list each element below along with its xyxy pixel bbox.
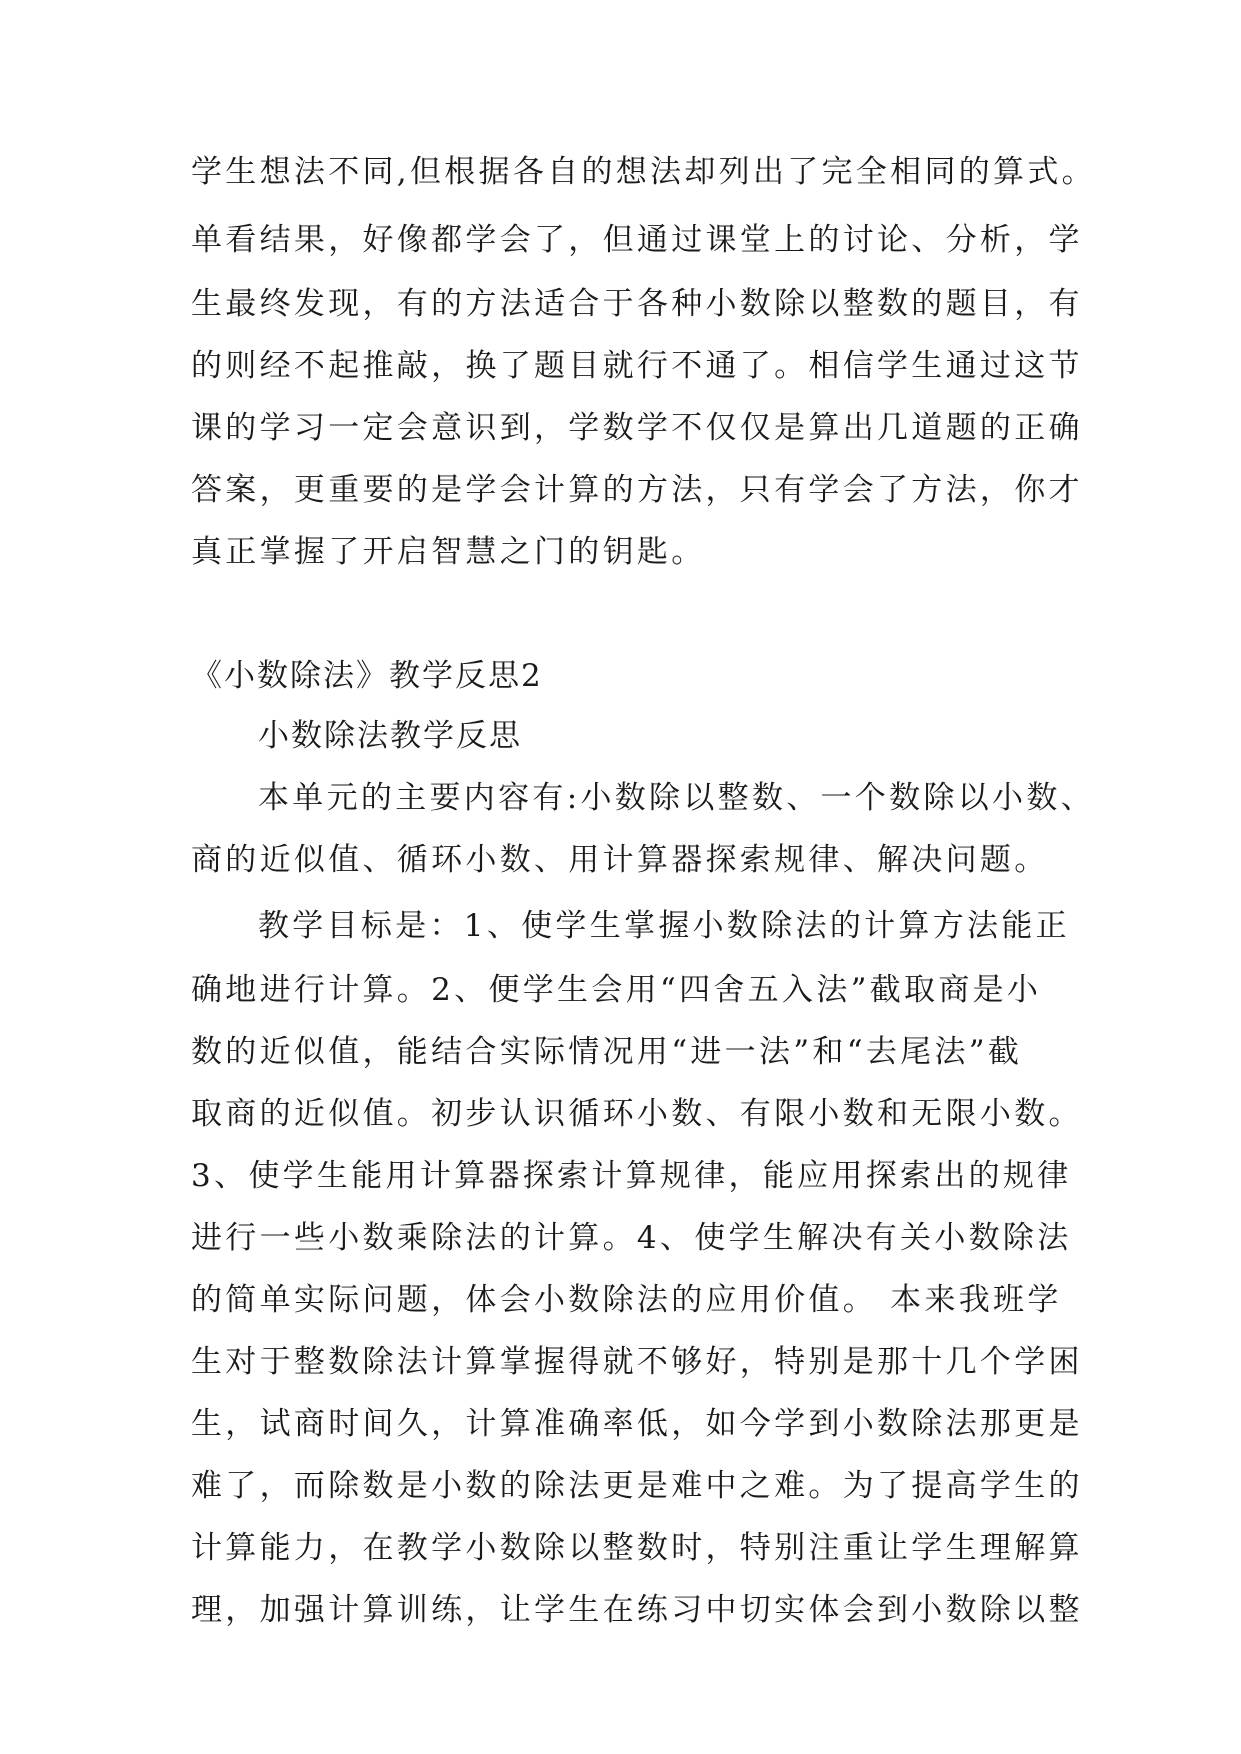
paragraph-3-line-7: 的简单实际问题，体会小数除法的应用价值。 本来我班学 (191, 1282, 1062, 1318)
section-title: 《小数除法》教学反思2 (191, 658, 543, 694)
paragraph-1-line-1: 学生想法不同,但根据各自的想法却列出了完全相同的算式。 (191, 154, 1096, 190)
paragraph-3-line-2: 确地进行计算。2、便学生会用“四舍五入法”截取商是小 (191, 972, 1042, 1008)
paragraph-3-line-5: 3、使学生能用计算器探索计算规律，能应用探索出的规律 (191, 1158, 1072, 1194)
paragraph-1-line-4: 的则经不起推敲，换了题目就行不通了。相信学生通过这节 (191, 348, 1083, 384)
paragraph-1-line-7: 真正掌握了开启智慧之门的钥匙。 (191, 534, 706, 570)
paragraph-1-line-6: 答案，更重要的是学会计算的方法，只有学会了方法，你才 (191, 472, 1083, 508)
paragraph-3-line-10: 难了，而除数是小数的除法更是难中之难。为了提高学生的 (191, 1468, 1083, 1504)
paragraph-3-line-3: 数的近似值，能结合实际情况用“进一法”和“去尾法”截 (191, 1034, 1023, 1070)
paragraph-3-line-11: 计算能力，在教学小数除以整数时，特别注重让学生理解算 (191, 1530, 1083, 1566)
subtitle: 小数除法教学反思 (258, 718, 522, 754)
paragraph-2-line-2: 商的近似值、循环小数、用计算器探索规律、解决问题。 (191, 842, 1049, 878)
paragraph-3-line-12: 理，加强计算训练，让学生在练习中切实体会到小数除以整 (191, 1592, 1083, 1628)
paragraph-1-line-3: 生最终发现，有的方法适合于各种小数除以整数的题目，有 (191, 286, 1083, 322)
paragraph-1-line-5: 课的学习一定会意识到，学数学不仅仅是算出几道题的正确 (191, 410, 1083, 446)
paragraph-3-line-4: 取商的近似值。初步认识循环小数、有限小数和无限小数。 (191, 1096, 1083, 1132)
paragraph-3-line-8: 生对于整数除法计算掌握得就不够好，特别是那十几个学困 (191, 1344, 1083, 1380)
paragraph-3-line-1: 教学目标是：1、使学生掌握小数除法的计算方法能正 (258, 908, 1070, 944)
paragraph-2-line-1: 本单元的主要内容有:小数除以整数、一个数除以小数、 (258, 780, 1095, 816)
paragraph-3-line-9: 生，试商时间久，计算准确率低，如今学到小数除法那更是 (191, 1406, 1083, 1442)
paragraph-1-line-2: 单看结果，好像都学会了，但通过课堂上的讨论、分析，学 (191, 222, 1083, 258)
paragraph-3-line-6: 进行一些小数乘除法的计算。4、使学生解决有关小数除法 (191, 1220, 1072, 1256)
